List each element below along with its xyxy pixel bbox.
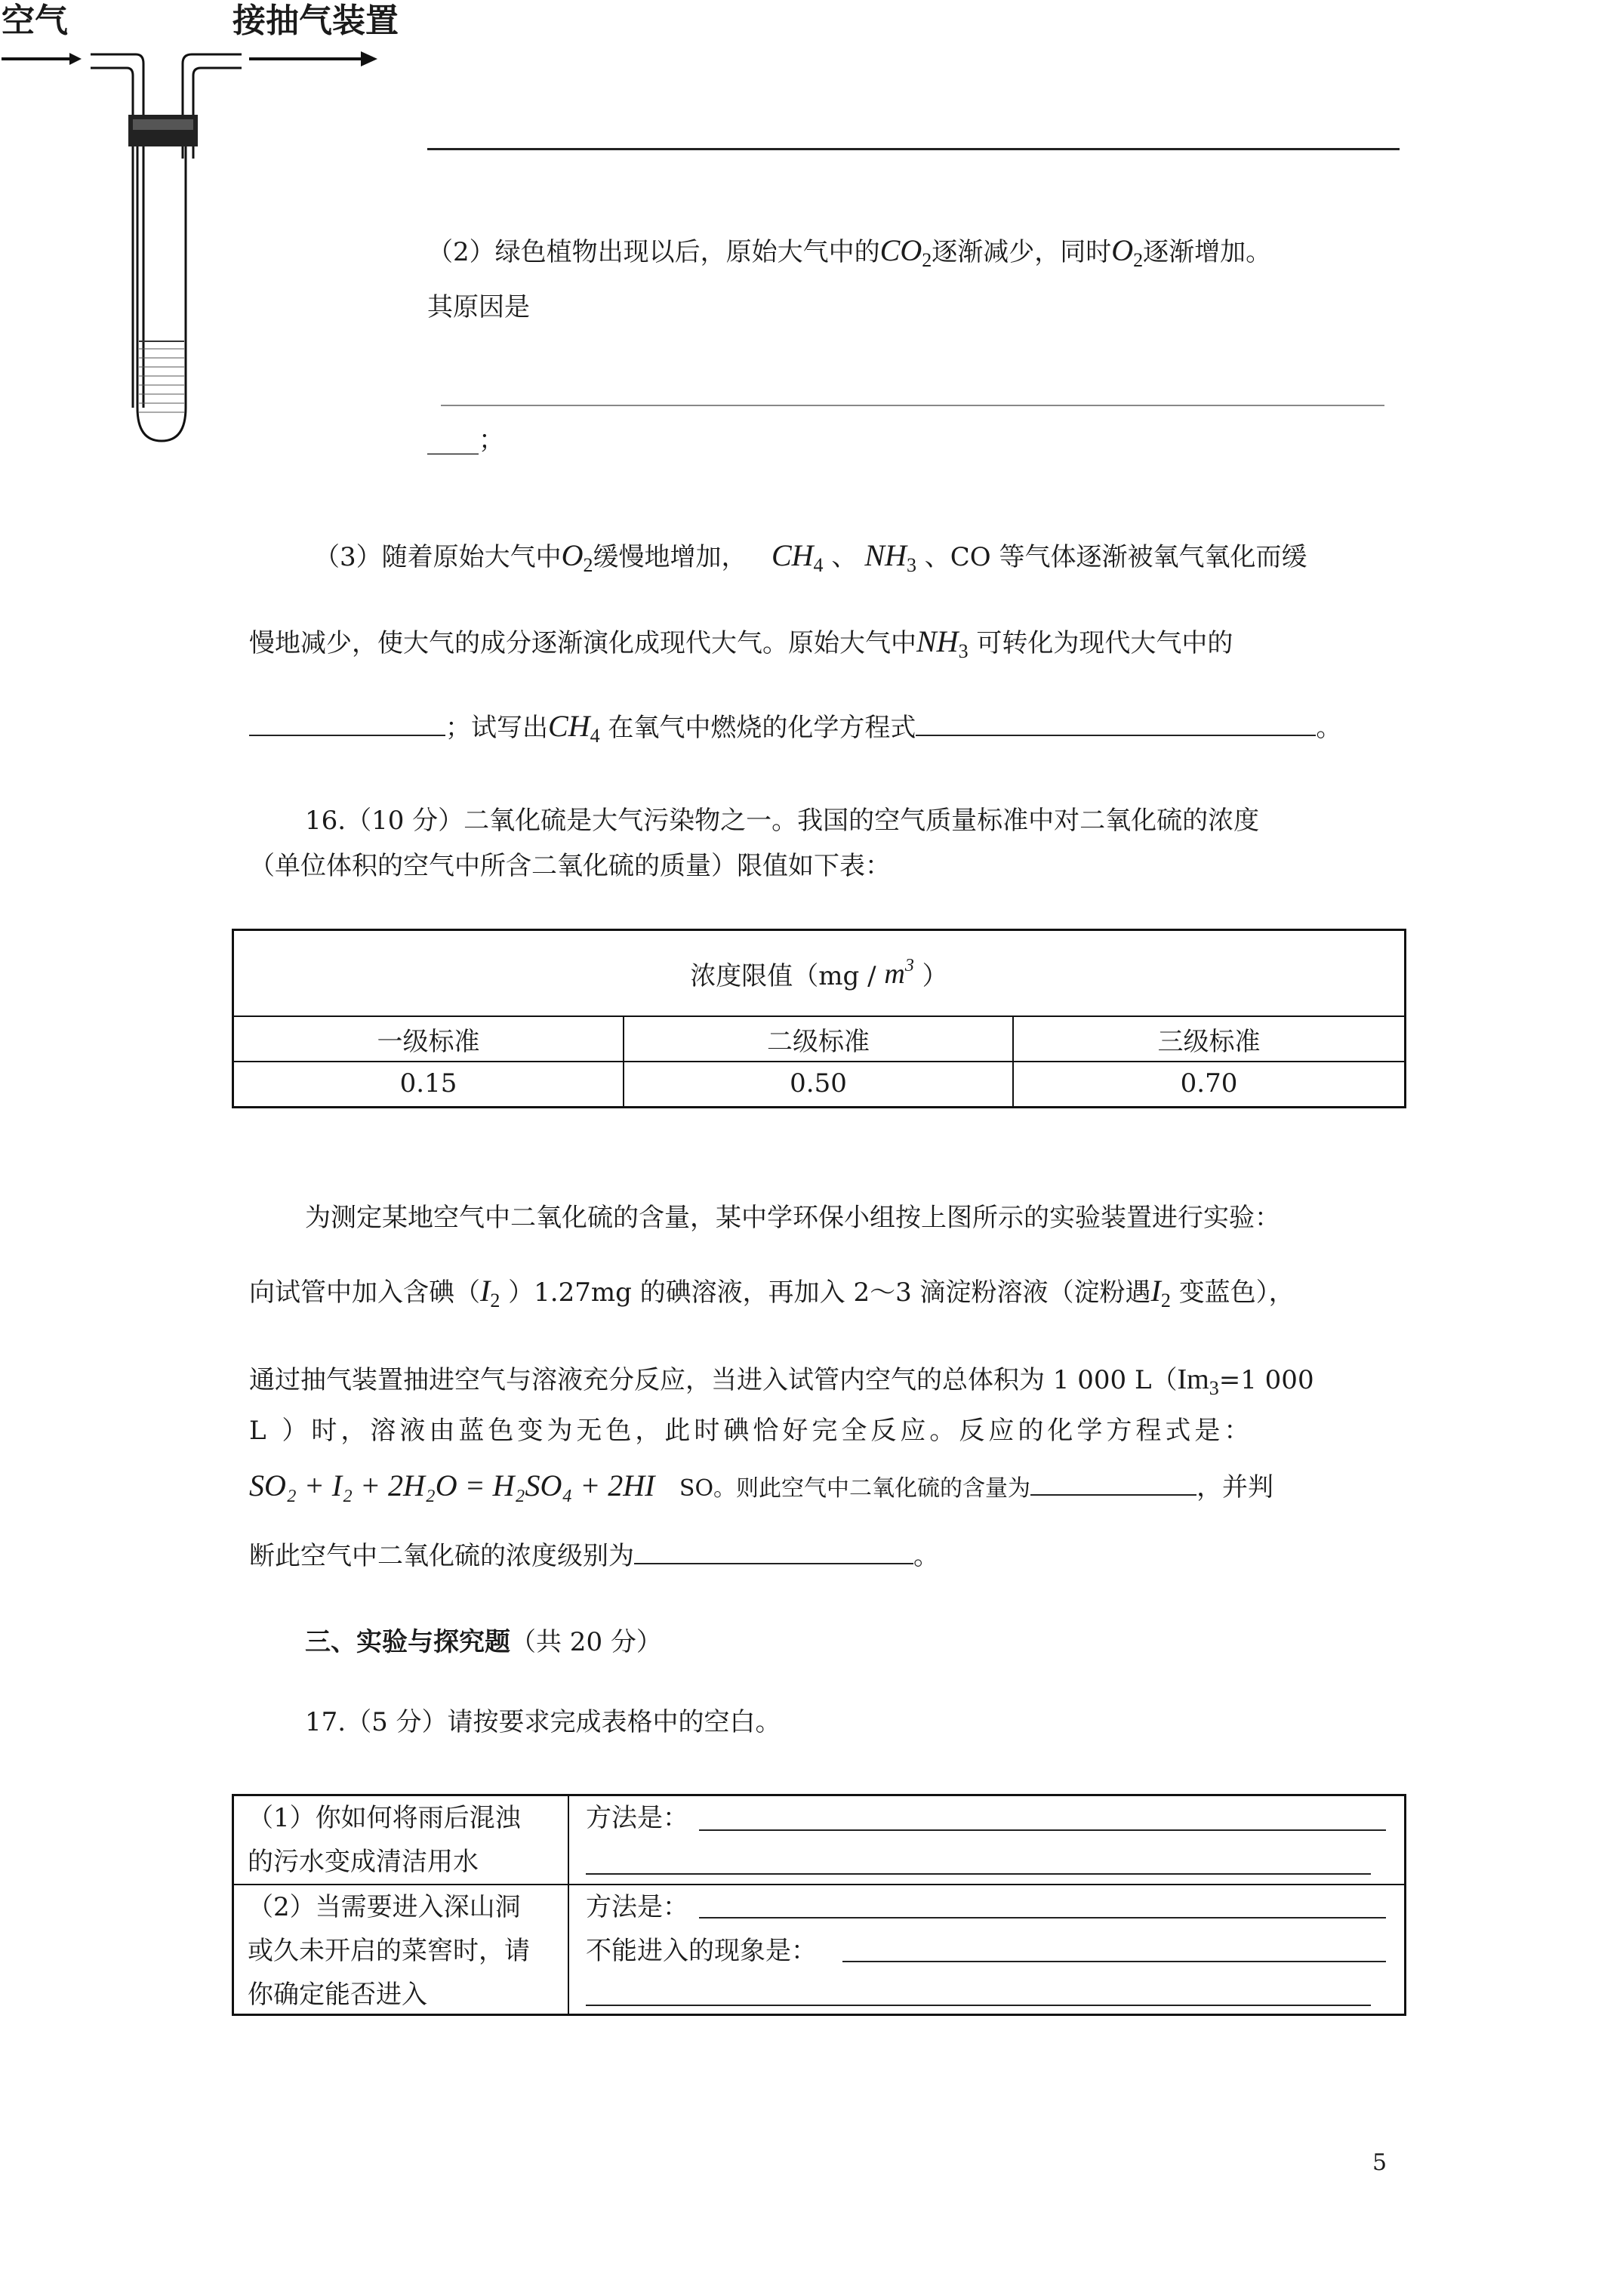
air-inlet-label: 空气 (2, 2, 68, 40)
row2-method-label: 方法是： (586, 1892, 688, 1922)
part3-line3: ；试写出$CH_4$ 在氧气中燃烧的化学方程式 。 (249, 711, 1341, 746)
table-cell: 0.15 (399, 1068, 457, 1099)
column-header: 二级标准 (767, 1026, 870, 1057)
row1-answer-line[interactable] (586, 1873, 1371, 1875)
blank-ch4-equation[interactable] (916, 712, 1316, 736)
part2-tail: ____； (427, 425, 504, 455)
i2-formula: $I_2$ (1150, 1274, 1171, 1311)
row2-phenomenon-label: 不能进入的现象是： (586, 1936, 817, 1966)
o2-formula: $O_2$ (561, 538, 593, 576)
answer-line (427, 148, 1400, 150)
column-header: 一级标准 (377, 1026, 480, 1057)
i2-formula: $I_2$ (480, 1274, 500, 1311)
task-table (232, 1794, 1406, 2016)
row1-method-label: 方法是： (586, 1803, 688, 1833)
q17-title: 17.（5 分）请按要求完成表格中的空白。 (305, 1707, 781, 1737)
q16-paragraph-3: 通过抽气装置抽进空气与溶液充分反应，当进入试管内空气的总体积为 1 000 $L(Im_3=1$ 000 (249, 1364, 1314, 1399)
q16-paragraph-6: 断此空气中二氧化硫的浓度级别为 。 (249, 1541, 939, 1571)
section3-heading: 三、实验与探究题（共 20 分） (305, 1627, 662, 1657)
blank-nh3-product[interactable] (249, 712, 445, 736)
q16-paragraph-5: SO₂ + I₂ + 2H₂O = H₂SO₄ + 2HI SO。则此空气中二氧化硫的含量为 ，并判 (249, 1469, 1274, 1502)
part3-line2: 慢地减少，使大气的成分逐渐演化成现代大气。原始大气中$NH_3$ 可转化为现代大气中的 (249, 624, 1233, 662)
table-header: 浓度限值（mg / $m^3$ ） (690, 956, 948, 991)
ch4-formula: $CH_4$ (548, 709, 600, 747)
row2-answer-line[interactable] (586, 2005, 1371, 2006)
q16-line2: （单位体积的空气中所含二氧化硫的质量）限值如下表： (249, 851, 891, 881)
pump-outlet-label: 接抽气装置 (233, 2, 399, 40)
ch4-formula: $CH_4$ (771, 538, 824, 576)
row2-answer-line[interactable] (699, 1917, 1386, 1918)
q16-line1: 16.（10 分）二氧化硫是大气污染物之一。我国的空气质量标准中对二氧化硫的浓度 (305, 806, 1260, 836)
nh3-formula: $NH_3$ (864, 538, 916, 576)
row2-answer-line[interactable] (842, 1961, 1386, 1962)
co2-formula: $CO_2$ (879, 233, 932, 271)
reaction-equation: SO₂ + I₂ + 2H₂O = H₂SO₄ + 2HI (249, 1469, 655, 1502)
part2-answer-line[interactable] (441, 405, 1384, 406)
concentration-table (232, 929, 1406, 1108)
arrow-right-icon (361, 51, 377, 66)
part3-line1: （3）随着原始大气中$O_2$缓慢地增加， $CH_4$ 、 $NH_3$ 、CO 等气体逐渐被氧气氧化而缓 (314, 538, 1307, 576)
arrow-right-icon (69, 53, 82, 65)
blank-concentration-level[interactable] (634, 1540, 913, 1564)
row2-question: （2）当需要进入深山洞 或久未开启的菜窖时，请 你确定能否进入 (248, 1892, 530, 2010)
nh3-formula: $NH_3$ (916, 624, 969, 662)
part2-line2: 其原因是 (427, 292, 530, 322)
page-number: 5 (1372, 2150, 1387, 2176)
im3-unit: $Im_3$ (1177, 1364, 1219, 1399)
column-header: 三级标准 (1157, 1026, 1261, 1057)
table-cell: 0.50 (790, 1068, 847, 1099)
test-tube-diagram (0, 0, 242, 453)
q16-paragraph-1: 为测定某地空气中二氧化硫的含量，某中学环保小组按上图所示的实验装置进行实验： (305, 1203, 1280, 1233)
q16-paragraph-4: L ）时，溶液由蓝色变为无色，此时碘恰好完全反应。反应的化学方程式是： (249, 1416, 1254, 1446)
row1-question: （1）你如何将雨后混浊 的污水变成清洁用水 (248, 1803, 521, 1877)
outlet-arrow (249, 44, 385, 74)
row1-answer-line[interactable] (699, 1829, 1386, 1831)
table-cell: 0.70 (1180, 1068, 1238, 1099)
o2-formula: $O_2$ (1111, 233, 1144, 271)
q16-paragraph-2: 向试管中加入含碘（$I_2$ ）1.27mg 的碘溶液，再加入 2～3 滴淀粉溶液（淀粉遇$I_2$ 变蓝色）， (249, 1274, 1295, 1311)
part2-line1: （2）绿色植物出现以后，原始大气中的$CO_2$逐渐减少，同时$O_2$逐渐增加。 (427, 233, 1272, 271)
blank-so2-content[interactable] (1030, 1472, 1196, 1496)
